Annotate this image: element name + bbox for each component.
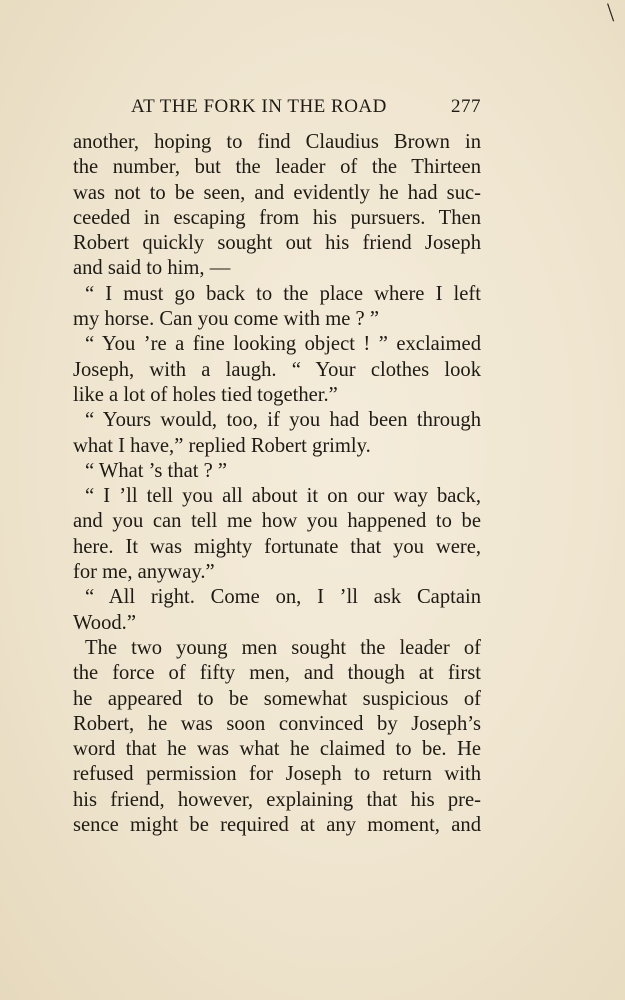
text-line: Robert quickly sought out his friend Joseph <box>73 232 481 255</box>
text-line: ceeded in escaping from his pursuers. Then <box>73 206 481 229</box>
text-line: Robert, he was soon convinced by Joseph’s <box>73 712 481 735</box>
text-line: Joseph, with a laugh. “ Your clothes look <box>73 358 481 381</box>
running-title: AT THE FORK IN THE ROAD <box>131 96 387 117</box>
text-line: “ I must go back to the place where I left <box>85 282 481 305</box>
text-line: “ I ’ll tell you all about it on our way back, <box>85 485 481 508</box>
text-line: like a lot of holes tied together.” <box>73 383 338 406</box>
text-line: The two young men sought the leader of <box>85 636 481 659</box>
text-line: “ All right. Come on, I ’ll ask Captain <box>85 586 481 609</box>
text-line: refused permission for Joseph to return with <box>73 763 481 786</box>
text-line: he appeared to be somewhat suspicious of <box>73 687 481 710</box>
text-line: “ What ’s that ? ” <box>85 459 228 482</box>
text-line: the number, but the leader of the Thirteen <box>73 156 481 179</box>
text-line: his friend, however, explaining that his pre- <box>73 788 481 811</box>
text-line: another, hoping to find Claudius Brown in <box>73 131 481 153</box>
text-line: my horse. Can you come with me ? ” <box>73 308 379 331</box>
text-line: for me, anyway.” <box>73 561 215 584</box>
text-line: sence might be required at any moment, and <box>73 814 481 837</box>
body-text <box>73 130 481 838</box>
page-edge-mark: \ <box>607 0 615 27</box>
text-line: Wood.” <box>73 611 136 634</box>
page-number: 277 <box>451 96 481 117</box>
text-line: word that he was what he claimed to be. He <box>73 738 481 761</box>
text-line: and you can tell me how you happened to be <box>73 510 481 533</box>
text-line: “ Yours would, too, if you had been through <box>85 409 481 432</box>
text-line: here. It was mighty fortunate that you were, <box>73 535 481 558</box>
text-line: was not to be seen, and evidently he had suc- <box>73 181 481 204</box>
text-line: the force of fifty men, and though at first <box>73 662 481 685</box>
text-line: what I have,” replied Robert grimly. <box>73 434 371 457</box>
running-header <box>73 96 481 122</box>
text-line: and said to him, — <box>73 257 231 280</box>
text-line: “ You ’re a fine looking object ! ” exclaimed <box>85 333 481 356</box>
